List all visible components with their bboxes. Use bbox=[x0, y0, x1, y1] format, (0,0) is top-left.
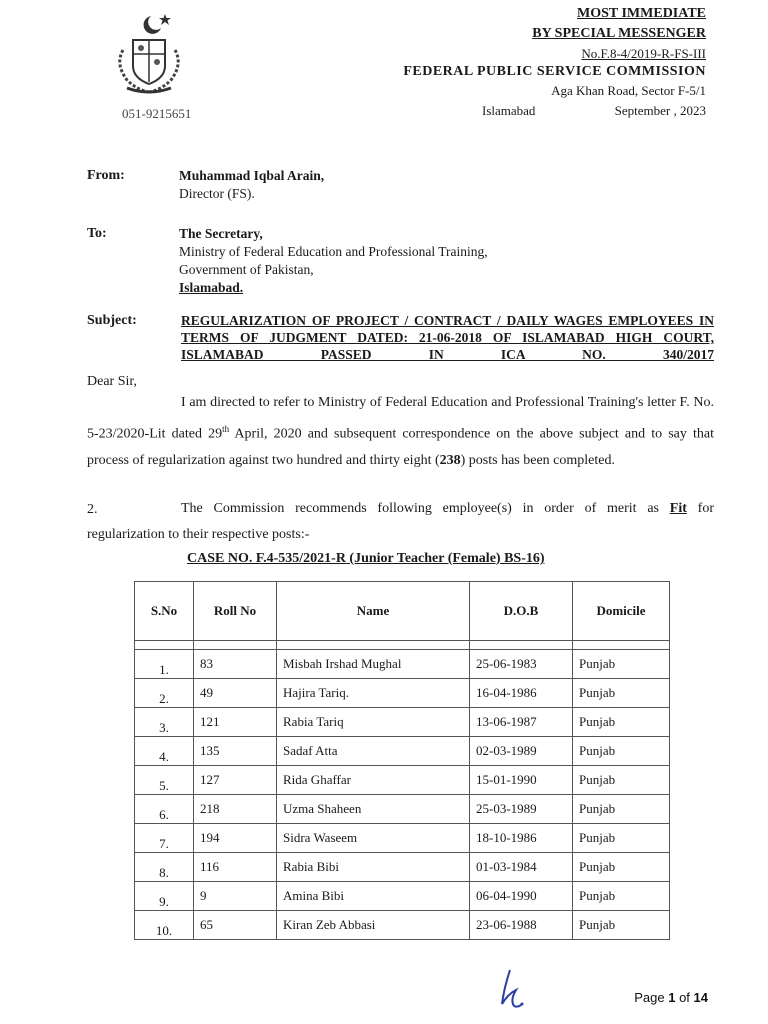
cell-name: Amina Bibi bbox=[277, 882, 470, 911]
cell-dob: 23-06-1988 bbox=[470, 911, 573, 940]
table-row bbox=[135, 882, 670, 911]
column-header-sno: S.No bbox=[135, 582, 194, 641]
cell-name: Hajira Tariq. bbox=[277, 679, 470, 708]
sender-name: Muhammad Iqbal Arain, bbox=[179, 168, 325, 183]
cell-domicile: Punjab bbox=[573, 911, 670, 940]
case-title: CASE NO. F.4-535/2021-R (Junior Teacher (Female) BS-16) bbox=[187, 551, 545, 566]
cell-name: Sidra Waseem bbox=[277, 824, 470, 853]
cell-roll-no: 127 bbox=[194, 766, 277, 795]
cell-dob: 25-06-1983 bbox=[470, 650, 573, 679]
cell-dob: 15-01-1990 bbox=[470, 766, 573, 795]
paragraph-2 bbox=[87, 496, 714, 548]
table-row bbox=[135, 650, 670, 679]
paragraph-2-text-b: for regularization to their respective posts:- bbox=[87, 501, 714, 542]
column-header-name: Name bbox=[277, 582, 470, 641]
cell-roll-no: 83 bbox=[194, 650, 277, 679]
column-header-dob: D.O.B bbox=[470, 582, 573, 641]
cell-sno: 8. bbox=[135, 853, 194, 882]
table-row bbox=[135, 708, 670, 737]
cell-roll-no: 135 bbox=[194, 737, 277, 766]
cell-domicile: Punjab bbox=[573, 795, 670, 824]
letter-date: September , 2023 bbox=[614, 103, 706, 118]
to-block bbox=[179, 225, 488, 297]
recipient-name: The Secretary, bbox=[179, 226, 263, 241]
cell-domicile: Punjab bbox=[573, 853, 670, 882]
employee-table bbox=[134, 581, 670, 940]
column-header-roll: Roll No bbox=[194, 582, 277, 641]
cell-name: Rida Ghaffar bbox=[277, 766, 470, 795]
org-city: Islamabad bbox=[482, 103, 536, 118]
cell-sno: 7. bbox=[135, 824, 194, 853]
page-label: Page bbox=[634, 990, 665, 1005]
ordinal-suffix: th bbox=[222, 424, 230, 434]
subject-text: REGULARIZATION OF PROJECT / CONTRACT / DAILY WAGES EMPLOYEES IN TERMS OF JUDGMENT DATED: 21-06-2018 OF ISLAMABAD HIGH COURT, ISLAMABAD PASSED IN ICA NO. 340/2017 bbox=[181, 313, 714, 362]
table-row bbox=[135, 737, 670, 766]
cell-sno: 1. bbox=[135, 650, 194, 679]
paragraph-2-number: 2. bbox=[87, 502, 98, 517]
paragraph-1-text-a: I am directed to refer to Ministry of Federal Education and Professional Training's letter F. No. 5-23/2020-Lit dated 29 bbox=[87, 395, 714, 442]
cell-roll-no: 49 bbox=[194, 679, 277, 708]
paragraph-1 bbox=[87, 390, 714, 474]
cell-dob: 25-03-1989 bbox=[470, 795, 573, 824]
from-block bbox=[179, 167, 324, 203]
cell-name: Uzma Shaheen bbox=[277, 795, 470, 824]
table-row bbox=[135, 824, 670, 853]
to-label: To: bbox=[87, 226, 107, 241]
fit-label: Fit bbox=[669, 501, 687, 516]
cell-roll-no: 65 bbox=[194, 911, 277, 940]
cell-dob: 02-03-1989 bbox=[470, 737, 573, 766]
recipient-line-3: Islamabad. bbox=[179, 280, 244, 295]
paragraph-1-text-b: April, 2020 and subsequent correspondence on the above subject and to say that process of regularization against two hundred and thirty eight ( bbox=[87, 426, 714, 468]
cell-dob: 01-03-1984 bbox=[470, 853, 573, 882]
from-label: From: bbox=[87, 168, 125, 183]
subject-label: Subject: bbox=[87, 313, 137, 328]
recipient-line-1: Ministry of Federal Education and Professional Training, bbox=[179, 244, 488, 259]
recipient-line-2: Government of Pakistan, bbox=[179, 262, 314, 277]
cell-domicile: Punjab bbox=[573, 708, 670, 737]
cell-name: Rabia Bibi bbox=[277, 853, 470, 882]
cell-sno: 9. bbox=[135, 882, 194, 911]
cell-name: Misbah Irshad Mughal bbox=[277, 650, 470, 679]
cell-dob: 16-04-1986 bbox=[470, 679, 573, 708]
cell-dob: 18-10-1986 bbox=[470, 824, 573, 853]
cell-domicile: Punjab bbox=[573, 737, 670, 766]
page-total: 14 bbox=[693, 990, 708, 1005]
cell-roll-no: 218 bbox=[194, 795, 277, 824]
cell-domicile: Punjab bbox=[573, 650, 670, 679]
phone-number: 051-9215651 bbox=[122, 106, 192, 121]
cell-sno: 3. bbox=[135, 708, 194, 737]
cell-roll-no: 116 bbox=[194, 853, 277, 882]
cell-sno: 2. bbox=[135, 679, 194, 708]
cell-dob: 06-04-1990 bbox=[470, 882, 573, 911]
posts-count: 238 bbox=[439, 452, 461, 468]
cell-sno: 10. bbox=[135, 911, 194, 940]
cell-name: Kiran Zeb Abbasi bbox=[277, 911, 470, 940]
priority-label: MOST IMMEDIATE bbox=[577, 6, 706, 21]
page-of-label: of bbox=[679, 990, 690, 1005]
cell-name: Rabia Tariq bbox=[277, 708, 470, 737]
cell-domicile: Punjab bbox=[573, 882, 670, 911]
page-number: 1 bbox=[668, 990, 676, 1005]
salutation: Dear Sir, bbox=[87, 374, 137, 389]
cell-roll-no: 194 bbox=[194, 824, 277, 853]
cell-dob: 13-06-1987 bbox=[470, 708, 573, 737]
cell-sno: 6. bbox=[135, 795, 194, 824]
government-emblem-icon bbox=[105, 10, 193, 98]
table-row bbox=[135, 766, 670, 795]
cell-domicile: Punjab bbox=[573, 766, 670, 795]
cell-sno: 5. bbox=[135, 766, 194, 795]
sender-title: Director (FS). bbox=[179, 186, 255, 201]
cell-domicile: Punjab bbox=[573, 824, 670, 853]
table-spacer-row bbox=[135, 641, 670, 650]
table-row bbox=[135, 853, 670, 882]
paragraph-2-text-a: The Commission recommends following employee(s) in order of merit as bbox=[181, 501, 670, 516]
table-row bbox=[135, 679, 670, 708]
delivery-label: BY SPECIAL MESSENGER bbox=[532, 26, 706, 41]
cell-roll-no: 121 bbox=[194, 708, 277, 737]
file-number: No.F.8-4/2019-R-FS-III bbox=[581, 46, 706, 61]
page-indicator bbox=[634, 990, 708, 1005]
signature-mark bbox=[488, 966, 548, 1016]
org-address: Aga Khan Road, Sector F-5/1 bbox=[551, 83, 706, 98]
organization-name: FEDERAL PUBLIC SERVICE COMMISSION bbox=[403, 64, 706, 79]
table-row bbox=[135, 795, 670, 824]
cell-sno: 4. bbox=[135, 737, 194, 766]
cell-domicile: Punjab bbox=[573, 679, 670, 708]
cell-name: Sadaf Atta bbox=[277, 737, 470, 766]
column-header-domicile: Domicile bbox=[573, 582, 670, 641]
table-header-row bbox=[135, 582, 670, 641]
paragraph-1-text-c: ) posts has been completed. bbox=[460, 452, 615, 468]
table-row bbox=[135, 911, 670, 940]
cell-roll-no: 9 bbox=[194, 882, 277, 911]
